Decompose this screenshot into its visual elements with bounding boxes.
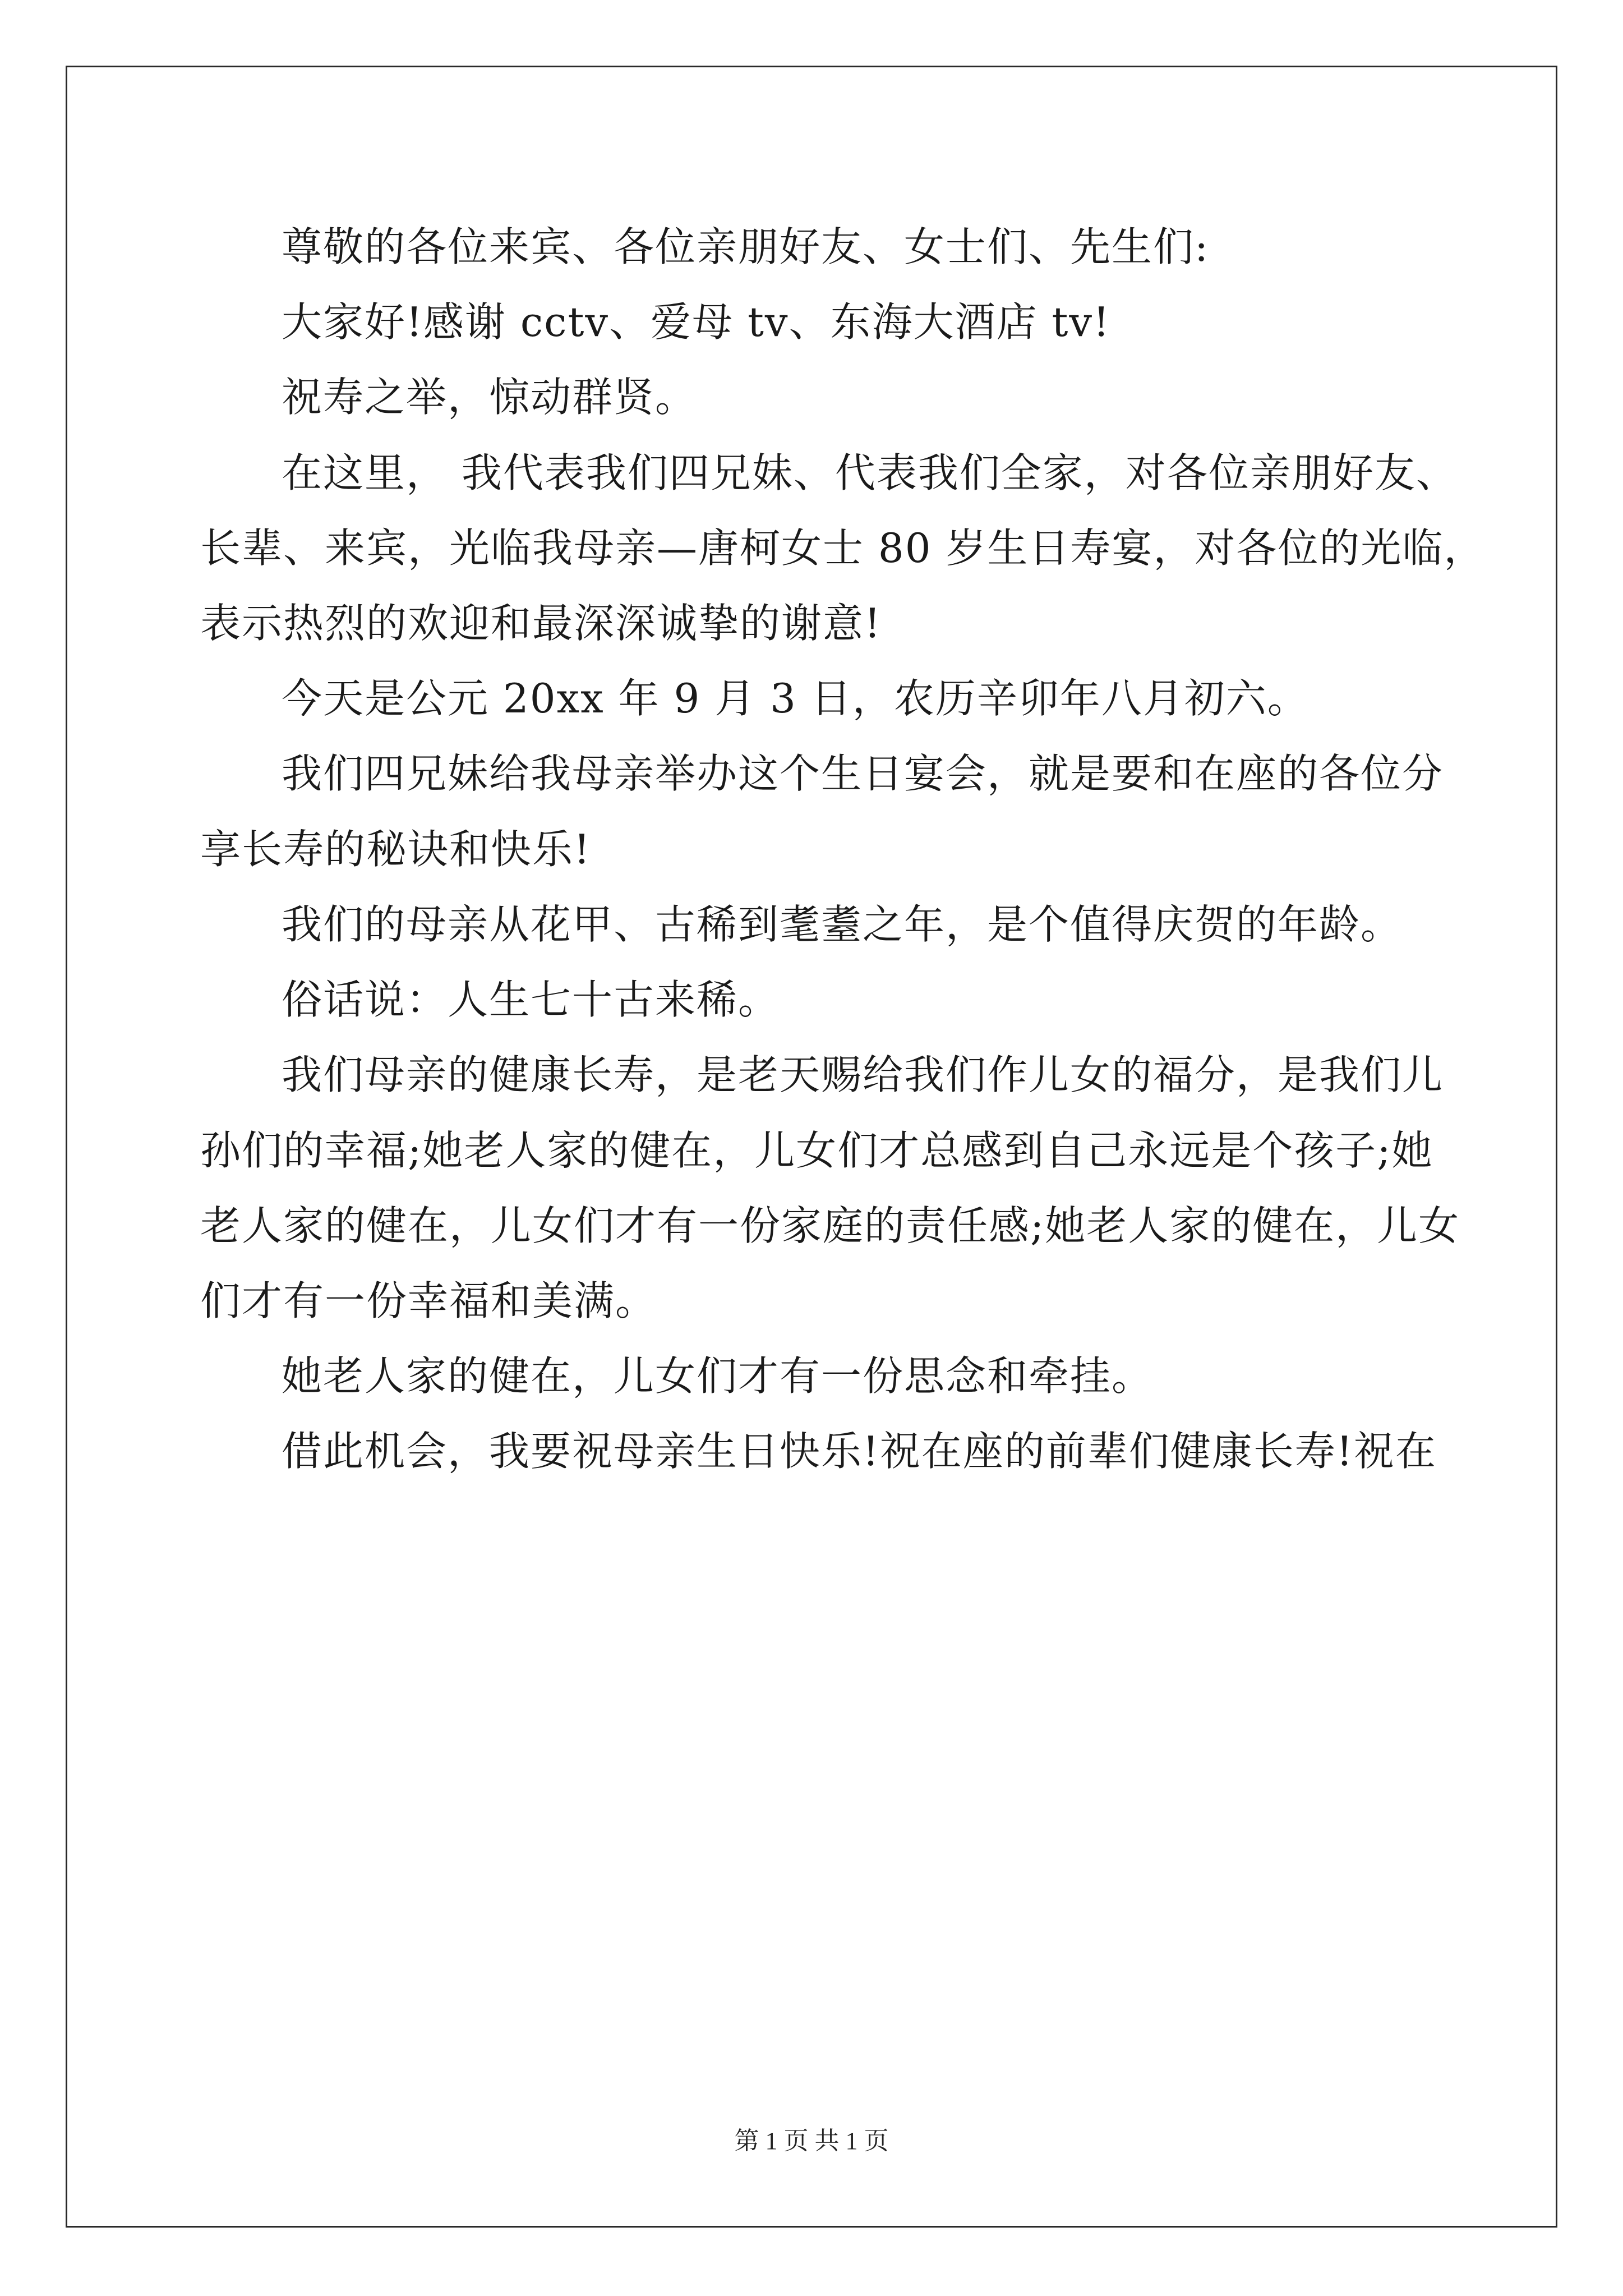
text-line: 借此机会，我要祝母亲生日快乐!祝在座的前辈们健康长寿!祝在 (282, 1428, 1437, 1475)
text-line: 我们四兄妹给我母亲举办这个生日宴会，就是要和在座的各位分 (282, 750, 1444, 797)
text-line: 大家好!感谢 cctv、爱母 tv、东海大酒店 tv! (282, 298, 1111, 346)
text-line: 我们的母亲从花甲、古稀到耄耋之年，是个值得庆贺的年龄。 (282, 901, 1403, 948)
text-line: 在这里， 我代表我们四兄妹、代表我们全家，对各位亲朋好友、 (282, 449, 1458, 496)
text-line: 享长寿的秘诀和快乐! (200, 826, 591, 873)
text-line: 长辈、来宾，光临我母亲—唐柯女士 80 岁生日寿宴，对各位的光临， (200, 524, 1486, 572)
text-line: 俗话说：人生七十古来稀。 (282, 976, 780, 1023)
text-line: 祝寿之举，惊动群贤。 (282, 374, 697, 421)
text-line: 我们母亲的健康长寿，是老天赐给我们作儿女的福分，是我们儿 (282, 1051, 1444, 1098)
text-line: 尊敬的各位来宾、各位亲朋好友、女士们、先生们: (282, 223, 1210, 270)
text-line: 表示热烈的欢迎和最深深诚挚的谢意! (200, 600, 882, 647)
text-line: 今天是公元 20xx 年 9 月 3 日，农历辛卯年八月初六。 (282, 675, 1309, 722)
text-line: 老人家的健在，儿女们才有一份家庭的责任感;她老人家的健在，儿女 (200, 1202, 1460, 1249)
text-line: 孙们的幸福;她老人家的健在，儿女们才总感到自己永远是个孩子;她 (200, 1127, 1433, 1174)
text-line: 们才有一份幸福和美满。 (200, 1277, 657, 1324)
text-line: 她老人家的健在，儿女们才有一份思念和牵挂。 (282, 1352, 1154, 1400)
page-footer: 第 1 页 共 1 页 (734, 2127, 889, 2155)
